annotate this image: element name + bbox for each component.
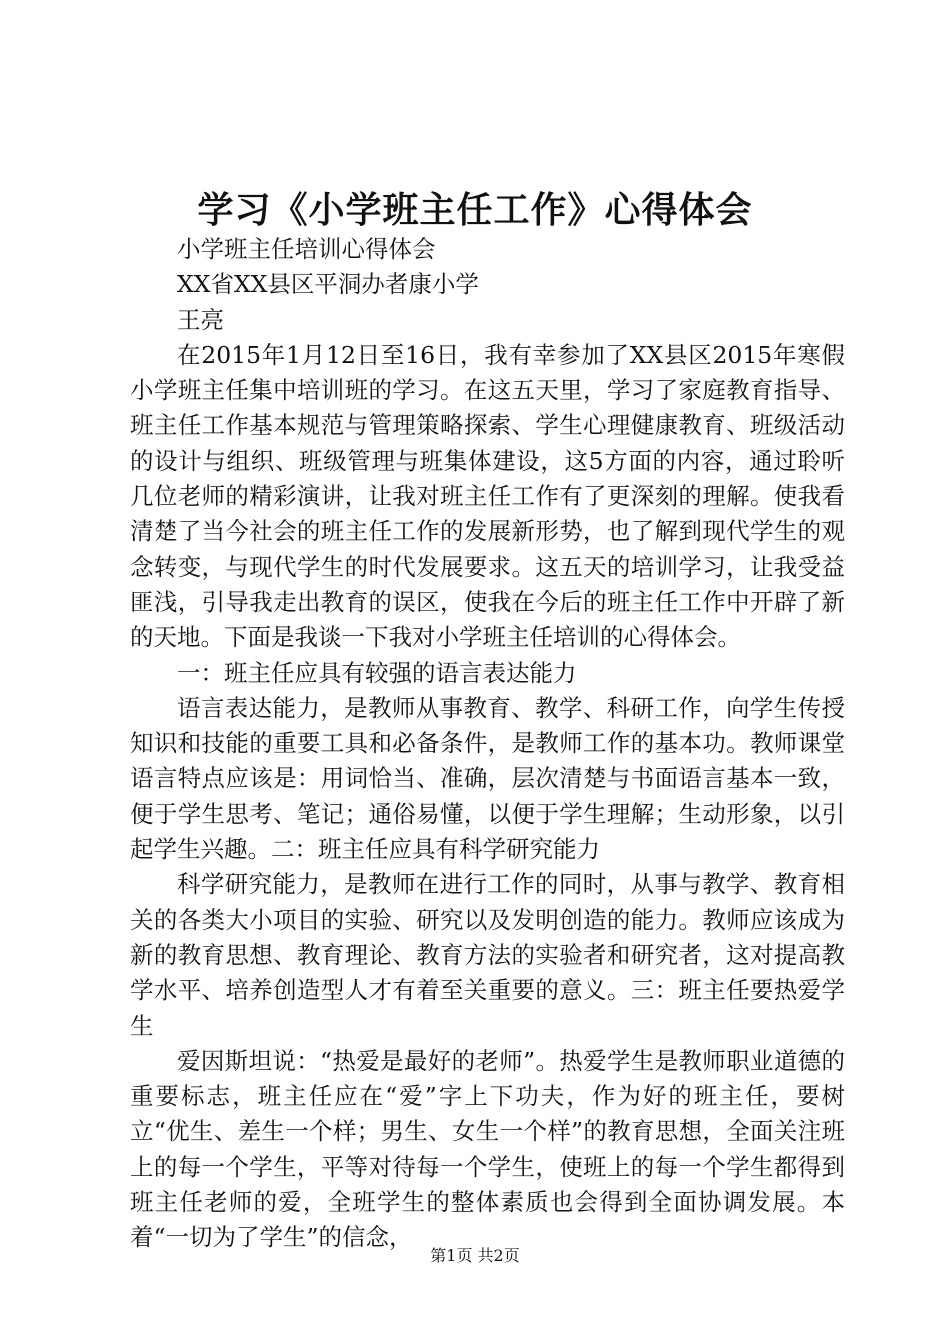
- author-line: 王亮: [177, 305, 224, 334]
- paragraph-language: 语言表达能力，是教师从事教育、教学、科研工作，向学生传授知识和技能的重要工具和必备条件，是教师工作的基本功。教师课堂语言特点应该是：用词恰当、准确，层次清楚与书面语言基本一致，便于学生思考、笔记；通俗易懂，以便于学生理解；生动形象，以引起学生兴趣。二：班主任应具有科学研究能力: [130, 693, 845, 864]
- paragraph-research: 科学研究能力，是教师在进行工作的同时，从事与教学、教育相关的各类大小项目的实验、研究以及发明创造的能力。教师应该成为新的教育思想、教育理论、教育方法的实验者和研究者，这对提高教学水平、培养创造型人才有着至关重要的意义。三：班主任要热爱学生: [130, 870, 845, 1040]
- school-line: XX省XX县区平洞办者康小学: [177, 270, 479, 299]
- document-title: 学习《小学班主任工作》心得体会: [197, 189, 753, 231]
- paragraph-love: 爱因斯坦说：“热爱是最好的老师”。热爱学生是教师职业道德的重要标志，班主任应在“爱”字上下功夫，作为好的班主任，要树立“优生、差生一个样；男生、女生一个样”的教育思想，全面关注班上的每一个学生，平等对待每一个学生，使班上的每一个学生都得到班主任老师的爱，全班学生的整体素质也会得到全面协调发展。本着“一切为了学生”的信念，: [130, 1046, 845, 1252]
- paragraph-intro: 在2015年1月12日至16日，我有幸参加了XX县区2015年寒假小学班主任集中培训班的学习。在这五天里，学习了家庭教育指导、班主任工作基本规范与管理策略探索、学生心理健康教育、班级活动的设计与组织、班级管理与班集体建设，这5方面的内容，通过聆听几位老师的精彩演讲，让我对班主任工作有了更深刻的理解。使我看清楚了当今社会的班主任工作的发展新形势，也了解到现代学生的观念转变，与现代学生的时代发展要求。这五天的培训学习，让我受益匪浅，引导我走出教育的误区，使我在今后的班主任工作中开辟了新的天地。下面是我谈一下我对小学班主任培训的心得体会。: [130, 340, 845, 652]
- page-footer: 第1页 共2页: [430, 1246, 520, 1265]
- subtitle-line: 小学班主任培训心得体会: [177, 235, 436, 263]
- section-heading-1: 一：班主任应具有较强的语言表达能力: [177, 658, 577, 687]
- document-body: [130, 232, 845, 1256]
